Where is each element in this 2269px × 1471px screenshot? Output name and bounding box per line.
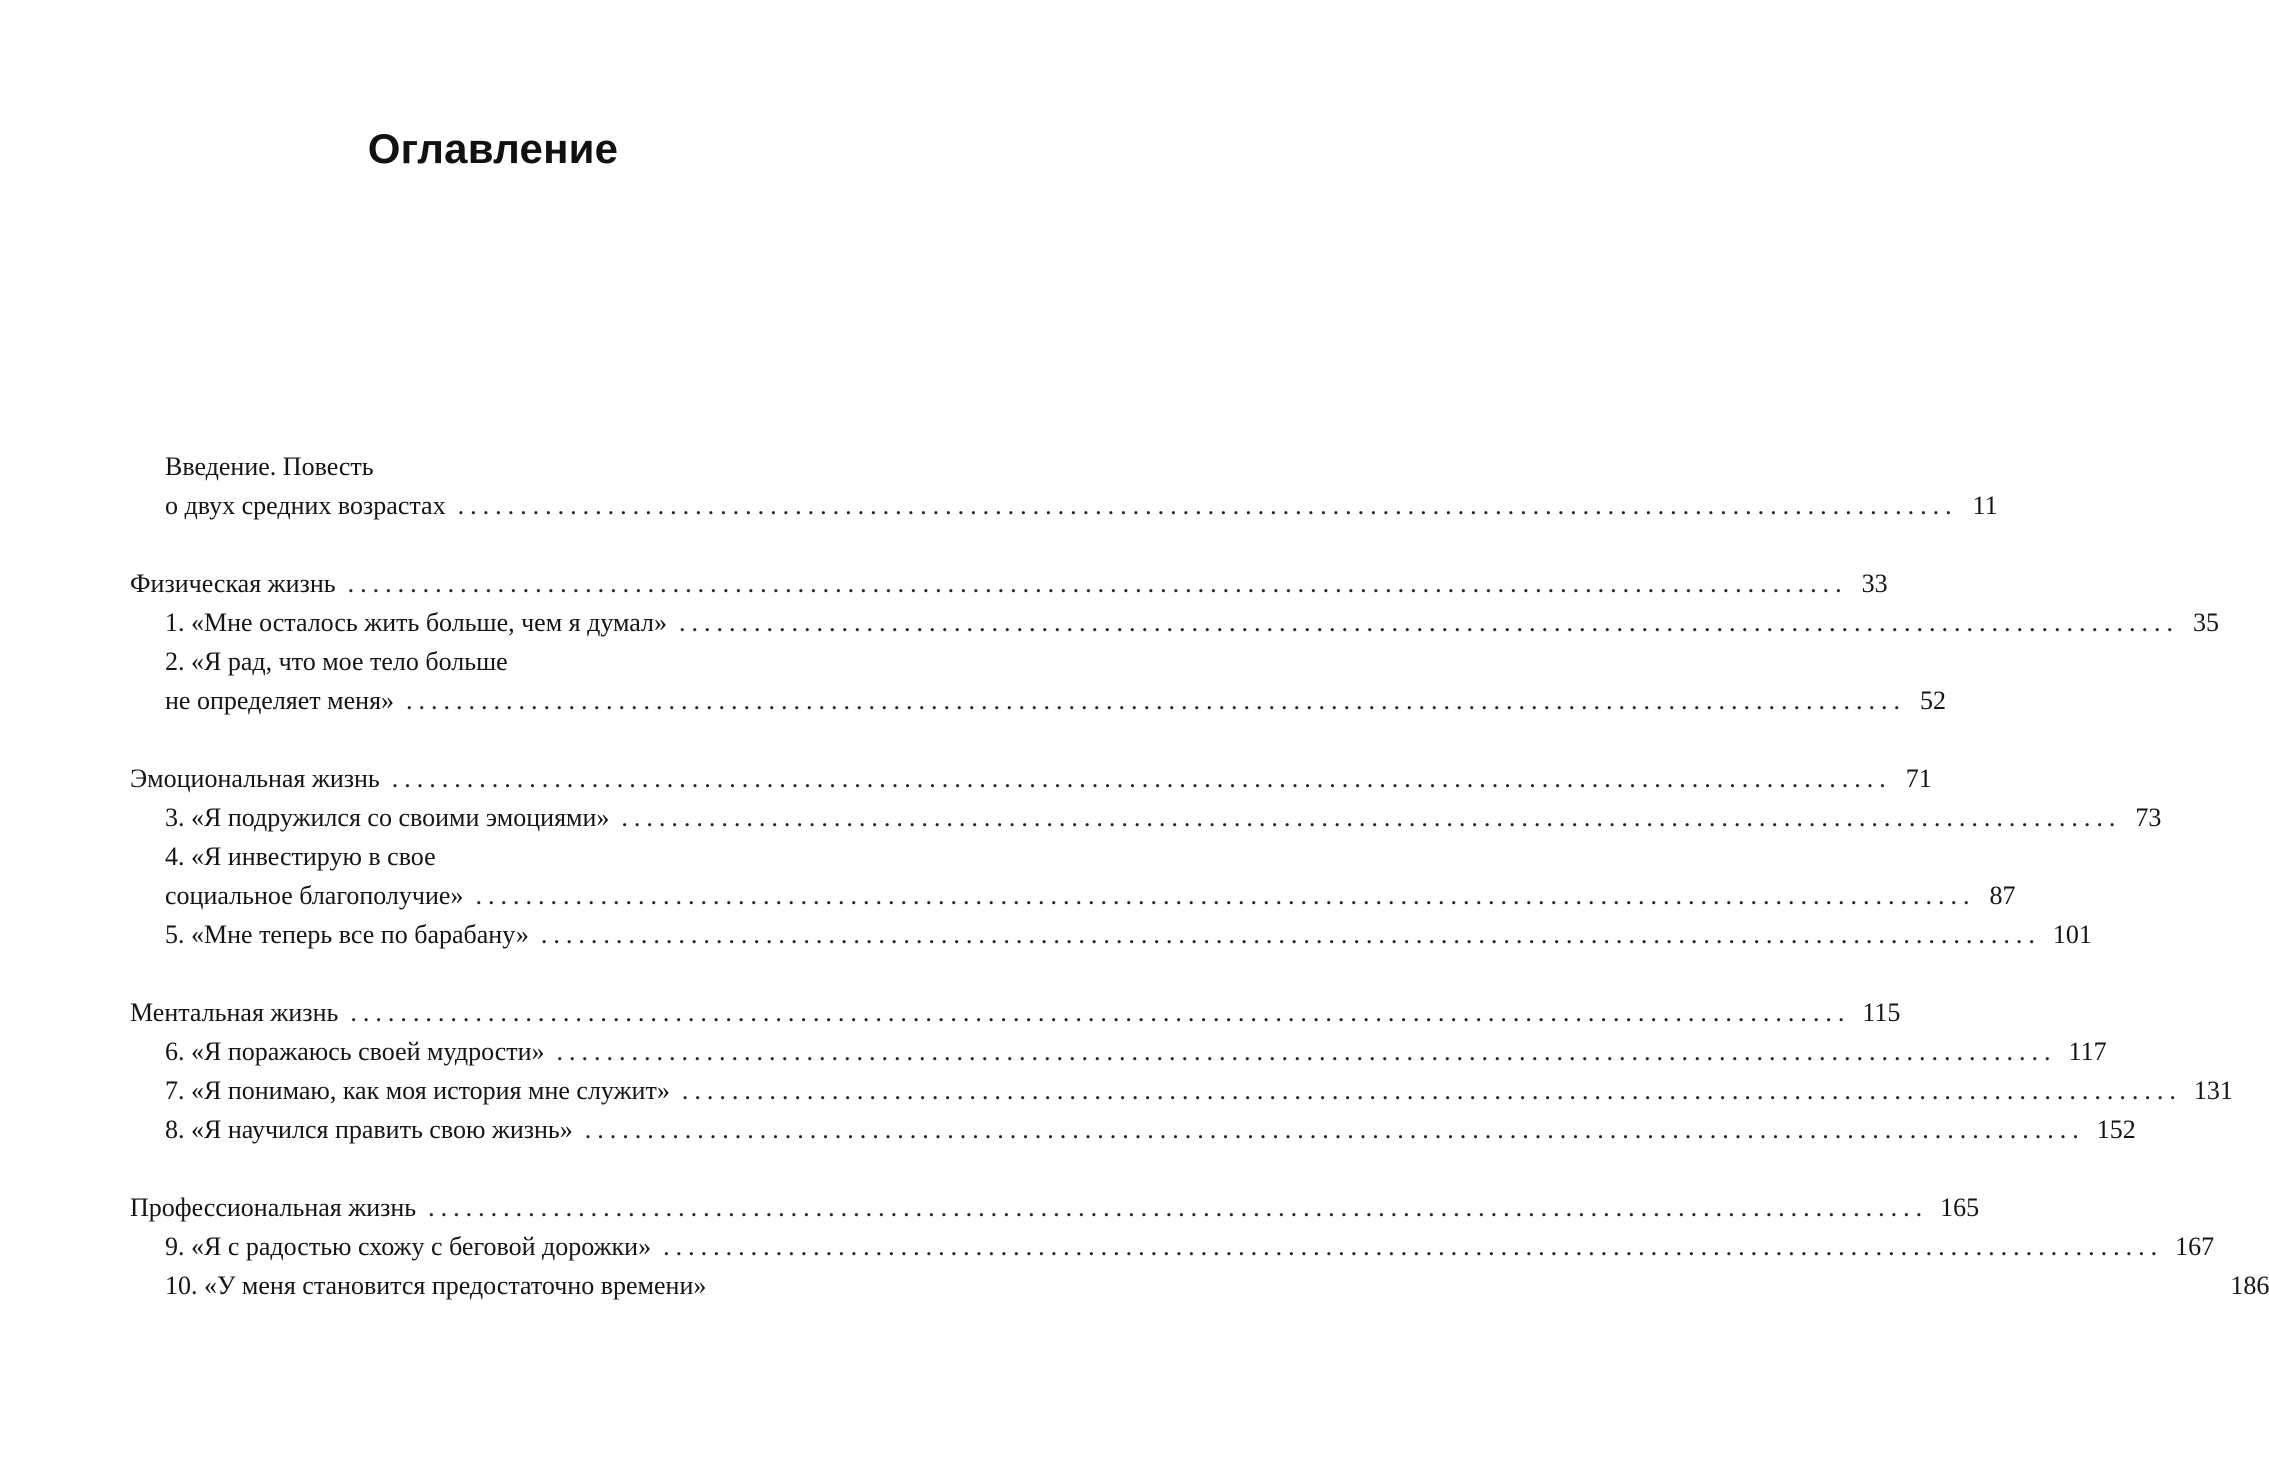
leader-dots: ........................................................................................................................: [406, 686, 1907, 715]
toc-entry-intro-line1: [165, 452, 857, 490]
toc-entry-intro[interactable]: [165, 491, 1998, 529]
leader-dots: ........................................................................................................................: [679, 608, 2180, 637]
toc-page-number: 131: [2193, 1076, 2233, 1105]
toc-page-number: 165: [1940, 1193, 1980, 1222]
toc-page-number: 35: [2193, 608, 2220, 637]
toc-page-number: 52: [1920, 686, 1947, 715]
toc-entry-ch4[interactable]: [165, 881, 2016, 919]
toc-section-mental[interactable]: [130, 998, 1901, 1036]
toc-entry-ch5[interactable]: [165, 920, 2092, 958]
toc-section-label: Эмоциональная жизнь: [130, 764, 380, 793]
toc-entry-ch10[interactable]: [165, 1271, 2269, 1309]
toc-entry-text: 9. «Я с радостью схожу с беговой дорожки»: [165, 1232, 652, 1261]
toc-section-label: Физическая жизнь: [130, 569, 336, 598]
leader-dots: ........................................................................................................................: [428, 1193, 1929, 1222]
toc-entry-ch2[interactable]: [165, 686, 1947, 724]
toc-entry-ch9[interactable]: [165, 1232, 2215, 1270]
toc-entry-text: 4. «Я инвестирую в свое: [165, 842, 436, 871]
page-title: Оглавление: [367, 125, 619, 172]
toc-entry-text: 2. «Я рад, что мое тело больше: [165, 647, 508, 676]
leader-dots: ........................................................................................................................: [347, 569, 1848, 598]
toc-page-number: 115: [1862, 998, 1901, 1027]
toc-page-number: 167: [2175, 1232, 2215, 1261]
toc-entry-text: 6. «Я поражаюсь своей мудрости»: [165, 1037, 545, 1066]
toc-entry-ch2-line1: [165, 647, 857, 685]
toc-page-number: 33: [1861, 569, 1888, 598]
leader-dots: ........................................................................................................................: [681, 1076, 2182, 1105]
leader-dots: ........................................................................................................................: [475, 881, 1976, 910]
toc-section-professional[interactable]: [130, 1193, 1980, 1231]
toc-entry-text: 8. «Я научился править свою жизнь»: [165, 1115, 573, 1144]
toc-page-number: 101: [2052, 920, 2092, 949]
toc-entry-ch1[interactable]: [165, 608, 2220, 646]
toc-page-number: 71: [1905, 764, 1932, 793]
toc-page-number: 186: [2230, 1271, 2269, 1300]
toc-entry-ch3[interactable]: [165, 803, 2162, 841]
leader-dots: ........................................................................................................................: [556, 1037, 2057, 1066]
toc-entry-text: 1. «Мне осталось жить больше, чем я думал»: [165, 608, 668, 637]
leader-dots: ........................................................................................................................: [350, 998, 1851, 1027]
toc-section-physical[interactable]: [130, 569, 1888, 607]
toc-page-number: 152: [2096, 1115, 2136, 1144]
toc-page-number: 117: [2068, 1037, 2107, 1066]
leader-dots: ........................................................................................................................: [584, 1115, 2085, 1144]
leader-dots: ........................................................................................................................: [391, 764, 1892, 793]
toc-section-label: Профессиональная жизнь: [130, 1193, 417, 1222]
toc-entry-ch4-line1: [165, 842, 857, 880]
leader-dots: ........................................................................................................................: [540, 920, 2041, 949]
toc-section-label: Ментальная жизнь: [130, 998, 339, 1027]
toc-entry-text: 3. «Я подружился со своими эмоциями»: [165, 803, 610, 832]
leader-dots: ........................................................................................................................: [457, 491, 1958, 520]
toc-entry-ch6[interactable]: [165, 1037, 2107, 1075]
toc-entry-text: Введение. Повесть: [165, 452, 374, 481]
toc-page-number: 87: [1989, 881, 2016, 910]
leader-dots: ........................................................................................................................: [621, 803, 2122, 832]
toc-entry-text: 7. «Я понимаю, как моя история мне служит»: [165, 1076, 670, 1105]
toc-entry-text: социальное благополучие»: [165, 881, 464, 910]
toc-section-emotional[interactable]: [130, 764, 1932, 802]
toc-entry-text: о двух средних возрастах: [165, 491, 446, 520]
toc-page-number: 11: [1972, 491, 1998, 520]
toc-entry-ch8[interactable]: [165, 1115, 2136, 1153]
toc-entry-text: 5. «Мне теперь все по барабану»: [165, 920, 529, 949]
toc-entry-ch7[interactable]: [165, 1076, 2233, 1114]
leader-dots: ........................................................................................................................: [663, 1232, 2164, 1261]
toc-entry-text: 10. «У меня становится предостаточно времени»: [165, 1271, 707, 1300]
toc-entry-text: не определяет меня»: [165, 686, 395, 715]
toc-page-number: 73: [2135, 803, 2162, 832]
